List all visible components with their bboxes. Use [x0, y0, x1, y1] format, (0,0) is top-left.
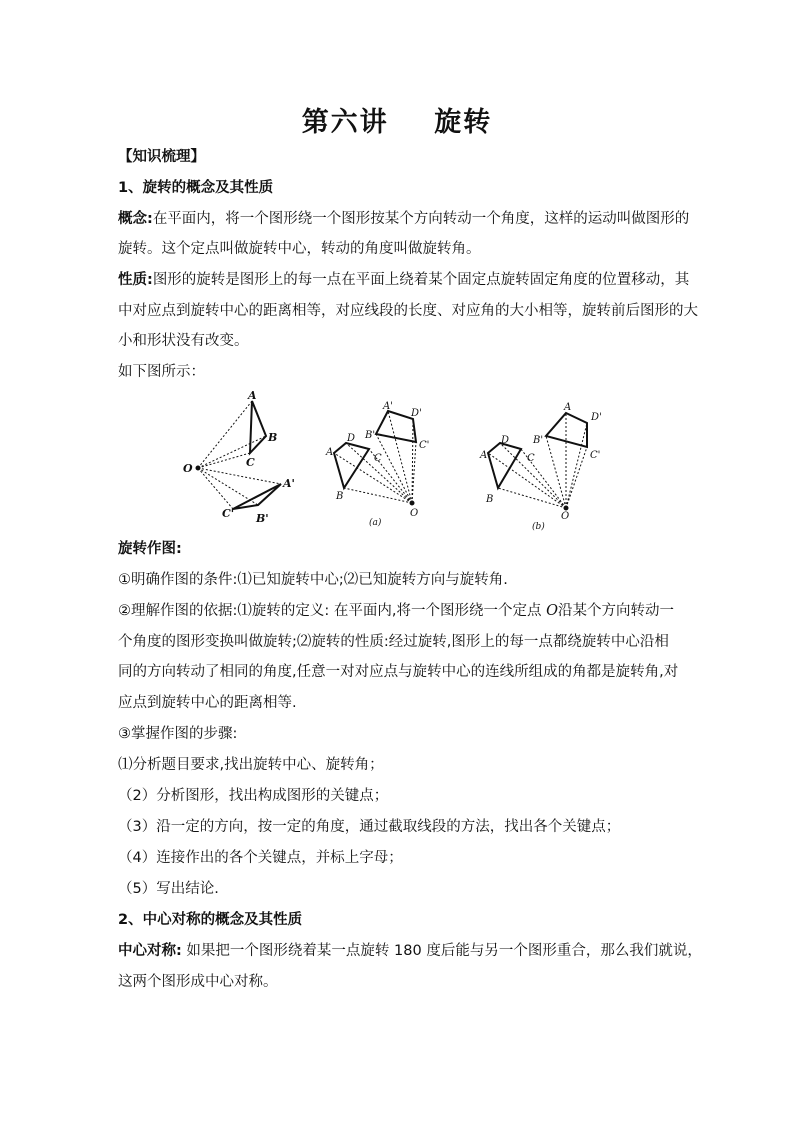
drawing-point-2-text-b: 沿某个方向转动一	[558, 603, 674, 619]
fig3-dotted-rays	[488, 413, 587, 508]
page-title: 第六讲 旋转	[301, 107, 493, 138]
fig2-label-d2: D'	[411, 408, 422, 419]
drawing-point-2-o: O	[546, 603, 558, 619]
drawing-point-2-text-a: ②理解作图的依据:⑴旋转的定义: 在平面内,将一个图形绕一个定点	[118, 603, 547, 619]
drawing-point-2-line-2: 个角度的图形变换叫做旋转;⑵旋转的性质:经过旋转,图形上的每一点都绕旋转中心沿相	[118, 634, 669, 650]
figure-1-triangles	[196, 401, 281, 509]
fig1-dotted-rays	[198, 401, 281, 509]
property-label: 性质:	[118, 272, 153, 288]
fig2-label-o: O	[410, 508, 419, 519]
fig1-center-point	[196, 466, 200, 470]
property-paragraph-line-1	[118, 270, 688, 290]
fig3-label-a2: A	[564, 402, 572, 413]
fig3-label-a: A	[480, 450, 488, 461]
fig1-label-o: O	[183, 462, 193, 475]
fig1-triangle-a2b2c2	[233, 484, 281, 509]
concept-paragraph-line-1	[118, 209, 688, 229]
rotation-figures-svg	[180, 385, 620, 535]
fig2-center-point	[410, 501, 414, 505]
concept-text-2: 旋转。这个定点叫做旋转中心，转动的角度叫做旋转角。	[118, 241, 481, 257]
as-shown-text: 如下图所示：	[118, 364, 205, 380]
fig3-center-point	[564, 506, 568, 510]
drawing-point-3: ③掌握作图的步骤:	[118, 726, 238, 742]
fig3-label-c: C	[527, 453, 535, 464]
fig1-label-a2: A'	[283, 477, 295, 490]
fig1-label-c2: C'	[222, 507, 235, 520]
section-heading: 【知识梳理】	[118, 149, 205, 165]
drawing-point-2-line-1	[118, 601, 688, 621]
section-2-heading: 2、中心对称的概念及其性质	[118, 912, 303, 928]
fig3-quad-abcd	[488, 443, 521, 488]
drawing-step-2: （2）分析图形，找出构成图形的关键点；	[118, 788, 389, 804]
fig2-label-c: C	[374, 453, 382, 464]
drawing-step-5: （5）写出结论.	[118, 881, 219, 897]
fig2-quad-abcd	[334, 443, 369, 488]
central-symmetry-text-2: 这两个图形成中心对称。	[118, 974, 278, 990]
drawing-point-1: ①明确作图的条件:⑴已知旋转中心;⑵已知旋转方向与旋转角.	[118, 572, 508, 588]
fig2-label-c2: C'	[419, 440, 430, 451]
fig3-label-o: O	[561, 511, 570, 522]
fig2-label-d: D	[347, 433, 356, 444]
drawing-heading: 旋转作图:	[118, 541, 182, 557]
fig3-label-d2: D'	[591, 412, 602, 423]
fig1-label-c: C	[246, 456, 255, 469]
fig3-label-b: B	[486, 494, 494, 505]
drawing-step-1: ⑴分析题目要求,找出旋转中心、旋转角；	[118, 757, 384, 773]
concept-text-1: 在平面内，将一个图形绕一个图形按某个方向转动一个角度，这样的运动叫做图形的	[152, 211, 690, 227]
drawing-point-2-line-3: 同的方向转动了相同的角度,任意一对对应点与旋转中心的连线所组成的角都是旋转角,对	[118, 664, 679, 680]
fig2-label-b: B	[336, 491, 344, 502]
fig2-caption: (a)	[369, 518, 382, 528]
central-symmetry-line-1	[118, 941, 702, 961]
fig3-caption: (b)	[532, 522, 545, 532]
fig2-label-a: A	[326, 447, 334, 458]
figure-3-quadrilaterals	[488, 413, 587, 510]
fig1-label-a: A	[248, 389, 257, 402]
fig2-label-b2: B'	[365, 430, 376, 441]
fig3-label-d: D	[501, 435, 510, 446]
fig3-label-b2: B'	[533, 435, 544, 446]
section-1-heading: 1、旋转的概念及其性质	[118, 180, 274, 196]
central-symmetry-label: 中心对称:	[118, 943, 182, 959]
rotation-figures	[180, 385, 620, 535]
fig2-quad-a2b2c2d2	[376, 411, 416, 442]
fig2-label-a2: A'	[383, 401, 393, 412]
property-text-2: 中对应点到旋转中心的距离相等，对应线段的长度、对应角的大小相等，旋转前后图形的大	[118, 303, 698, 319]
drawing-point-2-line-4: 应点到旋转中心的距离相等.	[118, 695, 297, 711]
concept-label: 概念:	[118, 211, 153, 227]
property-text-1: 图形的旋转是图形上的每一点在平面上绕着某个固定点旋转固定角度的位置移动，其	[152, 272, 690, 288]
fig1-label-b2: B'	[256, 512, 269, 525]
fig1-triangle-abc	[250, 401, 266, 453]
fig1-label-b: B	[268, 431, 278, 444]
central-symmetry-text-1: 如果把一个图形绕着某一点旋转 180 度后能与另一个图形重合，那么我们就说，	[181, 943, 702, 959]
drawing-step-3: （3）沿一定的方向，按一定的角度，通过截取线段的方法，找出各个关键点；	[118, 819, 621, 835]
fig3-label-c2: C'	[590, 450, 601, 461]
drawing-step-4: （4）连接作出的各个关键点，并标上字母；	[118, 850, 403, 866]
property-text-3: 小和形状没有改变。	[118, 333, 249, 349]
